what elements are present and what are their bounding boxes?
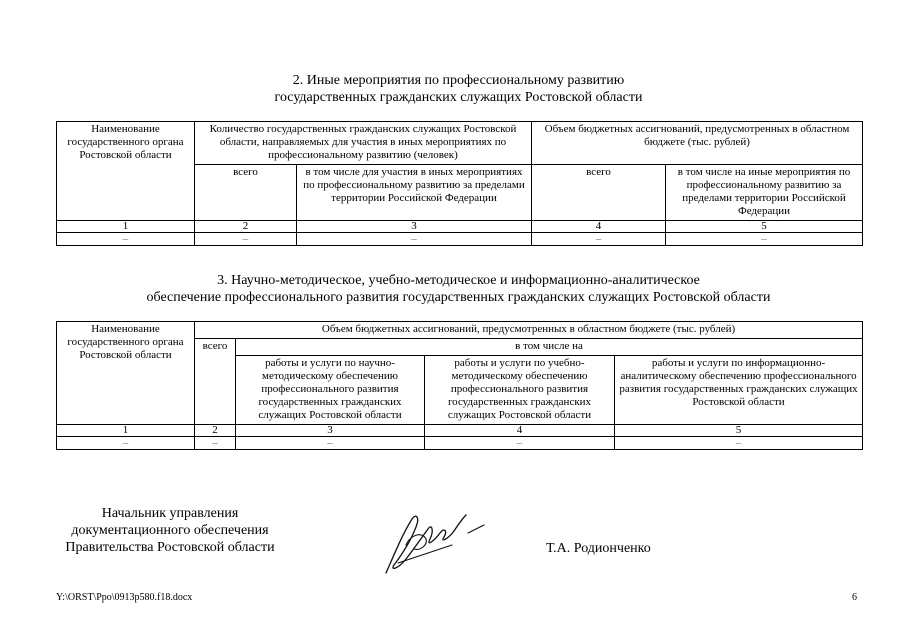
subheader-total: всего — [195, 339, 236, 425]
column-number: 1 — [57, 425, 195, 437]
subheader-educational-methodical: работы и услуги по учебно-методическому обеспечению профессионального развития государственных гражданских служащих Ростовской области — [425, 356, 615, 425]
subheader-including: в том числе на — [236, 339, 863, 356]
section-2-title — [56, 72, 861, 106]
page-number: 6 — [852, 592, 857, 603]
table-cell: – — [297, 233, 532, 246]
section-3-title-line-1: 3. Научно-методическое, учебно-методическое и информационно-аналитическое — [217, 273, 700, 288]
table-cell: – — [666, 233, 863, 246]
column-number: 3 — [236, 425, 425, 437]
section-3-table — [56, 321, 863, 450]
column-number: 2 — [195, 425, 236, 437]
header-employee-count: Количество государственных гражданских служащих Ростовской области, направляемых для участия в иных мероприятиях по профессиональному развитию (человек) — [195, 122, 532, 165]
signatory-name: Т.А. Родионченко — [546, 541, 651, 556]
column-number: 3 — [297, 221, 532, 233]
signatory-position — [55, 505, 285, 556]
column-number: 5 — [615, 425, 863, 437]
table-row — [57, 233, 863, 246]
column-number: 5 — [666, 221, 863, 233]
table-cell: – — [195, 233, 297, 246]
column-number: 2 — [195, 221, 297, 233]
subheader-scientific-methodical: работы и услуги по научно-методическому обеспечению профессионального развития государственных гражданских служащих Ростовской области — [236, 356, 425, 425]
section-3-title-line-2: обеспечение профессионального развития государственных гражданских служащих Ростовской области — [146, 290, 771, 305]
footer-file-path: Y:\ORST\Ppo\0913p580.f18.docx — [56, 592, 193, 603]
section-2-table — [56, 121, 863, 246]
header-org-name: Наименование государственного органа Ростовской области — [57, 122, 195, 221]
table-cell: – — [57, 437, 195, 450]
column-number: 4 — [425, 425, 615, 437]
subheader-budget-total: всего — [532, 165, 666, 221]
table-row — [57, 437, 863, 450]
column-number: 4 — [532, 221, 666, 233]
table-header-row — [57, 322, 863, 339]
header-budget: Объем бюджетных ассигнований, предусмотренных в областном бюджете (тыс. рублей) — [532, 122, 863, 165]
table-cell: – — [236, 437, 425, 450]
subheader-count-outside-rf: в том числе для участия в иных мероприятиях по профессиональному развитию за пределами территории Российской Федерации — [297, 165, 532, 221]
column-number: 1 — [57, 221, 195, 233]
position-line-2: документационного обеспечения — [71, 523, 269, 538]
table-cell: – — [425, 437, 615, 450]
subheader-budget-outside-rf: в том числе на иные мероприятия по профессиональному развитию за пределами территории Российской Федерации — [666, 165, 863, 221]
section-2-title-line-1: 2. Иные мероприятия по профессиональному развитию — [292, 73, 625, 88]
position-line-1: Начальник управления — [101, 506, 239, 521]
column-number-row — [57, 425, 863, 437]
handwritten-signature — [376, 505, 496, 580]
table-cell: – — [615, 437, 863, 450]
subheader-information-analytical: работы и услуги по информационно-аналитическому обеспечению профессионального развития государственных гражданских служащих Ростовской области — [615, 356, 863, 425]
subheader-count-total: всего — [195, 165, 297, 221]
header-org-name: Наименование государственного органа Ростовской области — [57, 322, 195, 425]
header-budget: Объем бюджетных ассигнований, предусмотренных в областном бюджете (тыс. рублей) — [195, 322, 863, 339]
section-2-title-line-2: государственных гражданских служащих Ростовской области — [274, 90, 643, 105]
table-cell: – — [532, 233, 666, 246]
position-line-3: Правительства Ростовской области — [65, 540, 275, 555]
table-cell: – — [57, 233, 195, 246]
table-header-row — [57, 122, 863, 165]
column-number-row — [57, 221, 863, 233]
section-3-title — [56, 272, 861, 306]
table-cell: – — [195, 437, 236, 450]
